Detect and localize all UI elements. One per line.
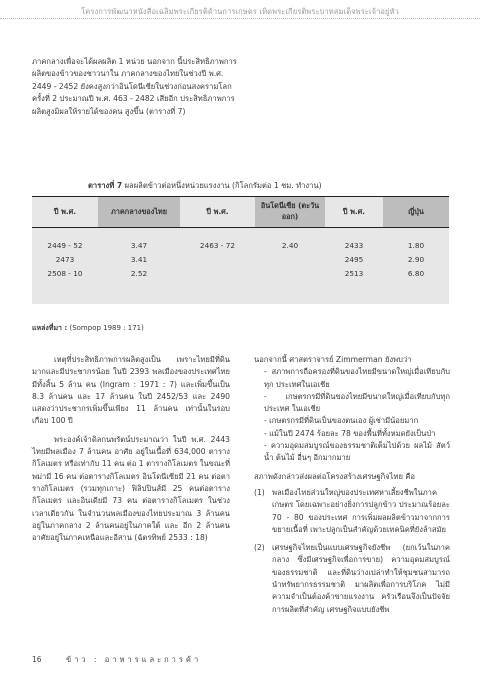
- table-header-cell: ปี พ.ศ.: [180, 197, 255, 228]
- table-cell: 2.90: [407, 254, 425, 264]
- source-text: (Sompop 1989 : 171): [69, 324, 144, 332]
- left-column: [32, 354, 230, 550]
- structure-list: [254, 487, 450, 616]
- table-header-row: [32, 197, 449, 228]
- right-bullet: - สภาพการถือครองที่ดินของไทยมีขนาดใหญ่เมื่อเทียบกับทุก ประเทศในเอเชีย: [264, 367, 450, 389]
- table-cell: [255, 266, 325, 280]
- running-header: โครงการพัฒนาหนังสือเฉลิมพระเกียรติด้านการเกษตร เทิดพระเกียรติพระบาทสมเด็จพระเจ้าอยู่หัว: [81, 7, 399, 16]
- left-paragraph-2: พระองค์เจ้าดิลกนพรัตน์ประมาณว่า ในปี พ.ศ. 2443 ไทยมีพลเมือง 7 ล้านคน อาศัย อยู่ในเนื้อที่ 634,000 ตารางกิโลเมตร หรือเท่ากับ 11 คน ต่อ 1 ตารางกิโลเมตร ในขณะที่พม่ามี 16 คน ต่อตารางกิโลเมตร อินโดนีเซียมี 21 คน ต่อตารางกิโลเมตร (รวมทุกเกาะ) ฟิลิปปินส์มี 25 คนต่อตารางกิโลเมตร และอินเดียมี 73 คน ต่อตารางกิโลเมตร ในช่วงเวลาเดียวกัน ในจำนวนพลเมืองของไทยประมาณ 3 ล้านคน อยู่ในภาคกลาง 2 ล้านคนอยู่ในภาคใต้ และ อีก 2 ล้านคนอาศัยอยู่ในภาคเหนือและอีสาน (ฉัตรทิพย์ 2533 : 18): [32, 434, 230, 543]
- left-paragraph-1: เหตุที่ประสิทธิภาพการผลิตสูงเป็น เพราะไทยมีที่ดินมากและมีประชากรน้อย ในปี 2393 พลเมืองของประเทศไทยมีทั้งสิ้น 5 ล้าน คน (Ingram : 1971 : 7) และเพิ่มขึ้นเป็น 8.3 ล้านคน และ 17 ล้านคน ในปี 2452/53 และ 2490 แสดงว่าประชากรเพิ่มขึ้นเพียง 11 ล้านคน เท่านั้นในรอบเกือบ 100 ปี: [32, 355, 230, 426]
- table-header-cell: อินโดนีเซีย (ตะวันออก): [255, 197, 325, 228]
- table-cell: [180, 252, 255, 266]
- table-row: [32, 228, 449, 253]
- intro-text: ภาคกลางเพื่อจะได้ผลผลิต 1 หน่วย นอกจาก นี้ประสิทธิภาพการผลิตของข้าวของชาวนาใน ภาคกลางของไทยในช่วงปี พ.ศ. 2449 - 2452 ยังคงสูงกว่าอินโดนีเซียในช่วงก่อนสงครามโลก ครั้งที่ 2 ประมาณปี พ.ศ. 463 - 2482 เสียอีก ประสิทธิภาพการผลิตสูงมิผลให้รายได้ของคน สูงขึ้น (ตารางที่ 7): [32, 57, 237, 116]
- table-cell: 2513: [344, 268, 364, 278]
- structure-intro: สภาพดังกล่าวส่งผลต่อโครงสร้างเศรษฐกิจไทย คือ: [254, 471, 415, 481]
- right-intro: นอกจากนี้ ศาสตราจารย์ Zimmerman ยังพบว่า: [254, 355, 412, 364]
- source-label: แหล่งที่มา :: [32, 324, 68, 332]
- table-header-cell: ภาคกลางของไทย: [98, 197, 180, 228]
- table-cell: 1.80: [407, 240, 425, 250]
- table-cell: [255, 252, 325, 266]
- page-footer: [32, 654, 201, 666]
- table-cell: 2449 - 52: [47, 240, 83, 250]
- table-cell: 2508 - 10: [47, 268, 83, 278]
- page-number: 16: [32, 655, 42, 664]
- table-cell: 2495: [344, 254, 364, 264]
- table-header-cell: ญี่ปุ่น: [383, 197, 449, 228]
- table-cell: 2.52: [130, 268, 148, 278]
- table-row: [32, 266, 449, 280]
- right-bullet: - ความอุดมสมบูรณ์ของธรรมชาติเต็มไปด้วย ผลไม้ สัตว์น้ำ ต้นไม้ อื่นๆ อีกมากมาย: [264, 441, 450, 463]
- table-header-cell: ปี พ.ศ.: [325, 197, 383, 228]
- table-cell: 3.41: [130, 254, 148, 264]
- table-cell: 6.80: [407, 268, 425, 278]
- list-item-text: พลเมืองไทยส่วนใหญ่ของประเทศหาเลี้ยงชีพในภาคเกษตร โดยเฉพาะอย่างยิ่งการปลูกข้าว ประมาณร้อยละ 70 - 80 ของประเทศ การเพิ่มผลผลิตข้าวมาจากการขยายเนื้อที่ เพาะปลูกเป็นสำคัญด้วยเทคนิคที่ยังล้าสมัย: [272, 487, 450, 534]
- table-row: [32, 252, 449, 266]
- table-cell: [180, 266, 255, 280]
- list-item-number: (1): [254, 487, 265, 497]
- table-cell: 2473: [55, 254, 75, 264]
- list-item-text: เศรษฐกิจไทยเป็นแบบเศรษฐกิจยังชีพ (ยกเว้นในภาคกลาง ซึ่งมีเศรษฐกิจเพื่อการขาย) ความอุดมสมบูรณ์ของธรรมชาติ และที่ดินว่างเปล่าทำให้ชุมชนสามารถนำทรัพยากรธรรมชาติ มาผลิตเพื่อการบริโภค ไม่มีความจำเป็นต้องค้าขายแรงงาน ครัวเรือนจึงเป็นปัจจัยการผลิตที่สำคัญ เศรษฐกิจแบบยังชีพ: [272, 543, 450, 614]
- footer-title: ข้าว : อาหารและการค้า: [65, 655, 202, 664]
- table-cell: 2433: [344, 240, 364, 250]
- header-divider: [0, 18, 480, 19]
- table-panel: [32, 196, 449, 304]
- right-bullet: - เกษตรกรมีที่ดินของไทยมีขนาดใหญ่เมื่อเทียบกับทุกประเทศ ในเอเชีย: [264, 391, 450, 414]
- yield-table: [32, 196, 449, 280]
- table-cell: 2.40: [281, 240, 299, 250]
- right-bullet: - แม้ในปี 2474 ร้อยละ 78 ของพื้นที่ทั้งหมดยังเป็นป่า: [264, 428, 436, 438]
- table-cell: 3.47: [130, 240, 148, 250]
- table-header-cell: ปี พ.ศ.: [32, 197, 98, 228]
- list-item: [254, 487, 450, 536]
- list-item: [254, 542, 450, 616]
- right-column: [254, 354, 450, 622]
- table-caption-label: ตารางที่ 7: [88, 181, 123, 190]
- table-source: [32, 323, 144, 334]
- list-item-number: (2): [254, 543, 265, 553]
- intro-paragraph: [32, 56, 242, 118]
- right-bullet: - เกษตรกรมีที่ดินเป็นของตนเอง ผู้เช่ามีน้อยมาก: [264, 416, 419, 426]
- table-caption: [88, 180, 322, 192]
- table-caption-text: ผลผลิตข้าวต่อหนึ่งหน่วยแรงงาน (กิโลกรัมต่อ 1 ชม. ทำงาน): [124, 181, 322, 190]
- table-cell: 2463 - 72: [199, 240, 236, 250]
